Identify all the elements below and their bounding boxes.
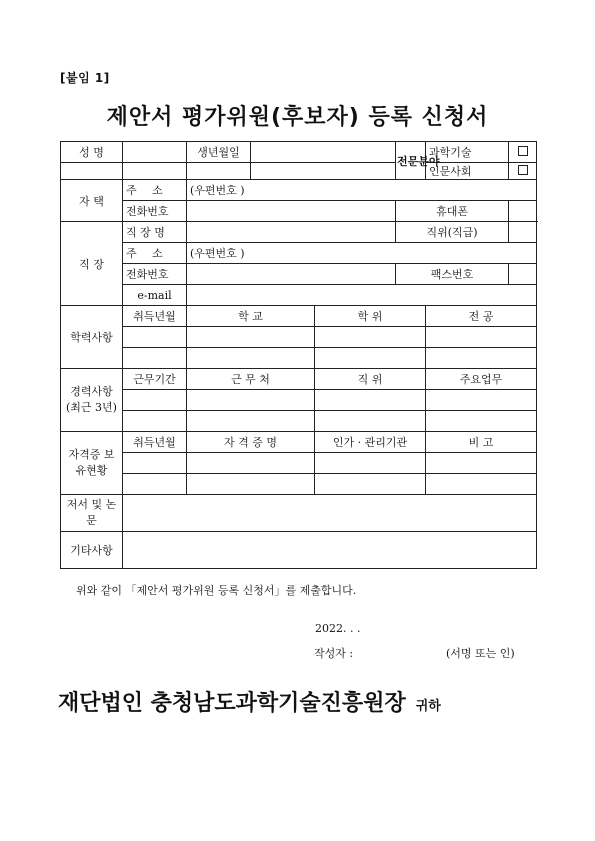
career-header-duties: 주요업무: [426, 369, 537, 390]
mobile-label: 휴대폰: [396, 201, 509, 222]
email-field[interactable]: [187, 285, 537, 306]
license-header-name: 자 격 증 명: [187, 432, 315, 453]
home-address-field[interactable]: (우편번호 ): [187, 180, 537, 201]
home-address-label: 주 소: [123, 180, 187, 201]
education-header-major: 전 공: [426, 306, 537, 327]
science-tech-option: 과학기술: [426, 142, 509, 163]
workplace-field[interactable]: [187, 222, 396, 243]
publications-label: 저서 및 논문: [61, 495, 123, 532]
education-label: 학력사항: [61, 306, 123, 369]
education-cell[interactable]: [426, 327, 537, 348]
education-header-degree: 학 위: [315, 306, 426, 327]
home-label: 자 택: [61, 180, 123, 222]
work-phone-label: 전화번호: [123, 264, 187, 285]
license-cell[interactable]: [123, 474, 187, 495]
expertise-label: 전문분야: [396, 142, 426, 180]
career-cell[interactable]: [315, 411, 426, 432]
application-form-table: [60, 141, 537, 569]
writer-label: 작성자 :: [314, 647, 354, 660]
education-cell[interactable]: [123, 348, 187, 369]
career-header-position: 직 위: [315, 369, 426, 390]
education-cell[interactable]: [426, 348, 537, 369]
name-field[interactable]: [123, 142, 187, 163]
education-cell[interactable]: [123, 327, 187, 348]
addressee: [58, 686, 441, 717]
work-label: 직 장: [61, 222, 123, 306]
home-phone-field[interactable]: [187, 201, 396, 222]
career-cell[interactable]: [315, 390, 426, 411]
birth-field[interactable]: [251, 142, 396, 163]
home-phone-label: 전화번호: [123, 201, 187, 222]
career-cell[interactable]: [187, 411, 315, 432]
publications-field[interactable]: [123, 495, 537, 532]
etc-field[interactable]: [123, 532, 537, 569]
license-header-agency: 인가 · 관리기관: [315, 432, 426, 453]
education-cell[interactable]: [315, 348, 426, 369]
career-cell[interactable]: [426, 411, 537, 432]
mobile-field[interactable]: [509, 201, 537, 222]
position-label: 직위(직급): [396, 222, 509, 243]
career-header-period: 근무기간: [123, 369, 187, 390]
license-cell[interactable]: [315, 453, 426, 474]
pledge-statement: 위와 같이 「제안서 평가위원 등록 신청서」를 제출합니다.: [76, 584, 357, 597]
career-cell[interactable]: [123, 390, 187, 411]
license-cell[interactable]: [187, 474, 315, 495]
license-cell[interactable]: [123, 453, 187, 474]
addressee-suffix: 귀하: [415, 699, 441, 714]
license-header-notes: 비 고: [426, 432, 537, 453]
birth-label: 생년월일: [187, 142, 251, 163]
license-cell[interactable]: [187, 453, 315, 474]
fax-label: 팩스번호: [396, 264, 509, 285]
humanities-option: 인문사회: [426, 163, 509, 180]
education-cell[interactable]: [315, 327, 426, 348]
name-label: 성 명: [61, 142, 123, 163]
fax-field[interactable]: [509, 264, 537, 285]
etc-label: 기타사항: [61, 532, 123, 569]
work-address-field[interactable]: (우편번호 ): [187, 243, 537, 264]
career-cell[interactable]: [123, 411, 187, 432]
career-header-workplace: 근 무 처: [187, 369, 315, 390]
signature-label: (서명 또는 인): [446, 647, 515, 660]
work-address-label: 주 소: [123, 243, 187, 264]
document-title: 제안서 평가위원(후보자) 등록 신청서: [106, 105, 489, 130]
science-tech-checkbox[interactable]: [509, 142, 537, 163]
humanities-checkbox[interactable]: [509, 163, 537, 180]
attachment-label: [붙임 1]: [60, 71, 110, 85]
career-cell[interactable]: [187, 390, 315, 411]
education-cell[interactable]: [187, 327, 315, 348]
education-header-school: 학 교: [187, 306, 315, 327]
career-cell[interactable]: [426, 390, 537, 411]
education-cell[interactable]: [187, 348, 315, 369]
license-cell[interactable]: [426, 453, 537, 474]
license-cell[interactable]: [426, 474, 537, 495]
career-label: 경력사항 (최근 3년): [61, 369, 123, 432]
workplace-label: 직 장 명: [123, 222, 187, 243]
position-field[interactable]: [509, 222, 537, 243]
license-header-date: 취득년월: [123, 432, 187, 453]
addressee-name: 재단법인 충청남도과학기술진흥원장: [58, 691, 406, 716]
submission-date: 2022. . .: [315, 622, 361, 635]
education-header-date: 취득년월: [123, 306, 187, 327]
license-label: 자격증 보유현황: [61, 432, 123, 495]
email-label: e-mail: [123, 285, 187, 306]
work-phone-field[interactable]: [187, 264, 396, 285]
license-cell[interactable]: [315, 474, 426, 495]
